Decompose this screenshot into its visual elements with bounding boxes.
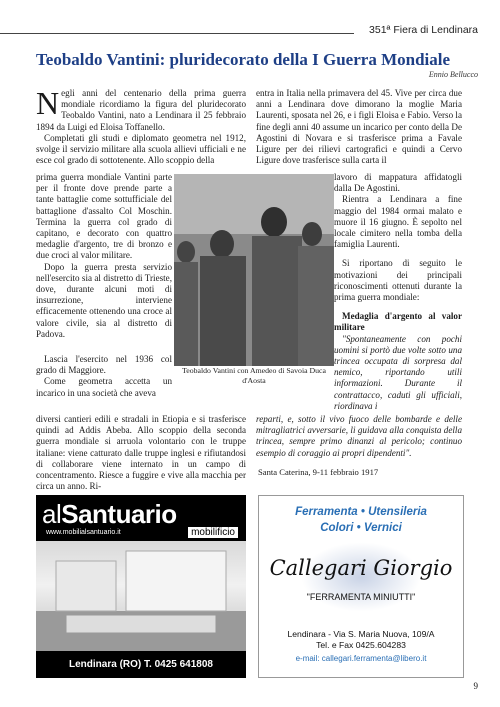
para-return: entra in Italia nella primavera del 45. Vive per circa due anni a Lendinara dove dimorano la moglie Maria Laurenti, sposata nel 26, e i figli Eloisa e Fabio. Verso la fine degli anni 40 assume un incarico per conto della De Agostini di Novara e si trasferisce prima a Favale Ligure per dei rilievi cartografici e quindi a Cervo Ligure dove trasferisce sulla carta il	[256, 88, 462, 166]
left-column-mid	[36, 172, 172, 340]
para-after-war: Dopo la guerra presta servizio nell'esercito sia al distretto di Trieste, dove, durante alcuni moti di insurrezione, interviene efficacemente ottenendo una croce al valore civile, sia al distretto di Padova.	[36, 261, 172, 339]
right-column-bottom	[256, 414, 462, 459]
callegari-services-1: Ferramenta • Utensileria	[295, 506, 427, 518]
photo-caption: Teobaldo Vantini con Amedeo di Savoia Duca d'Aosta	[182, 366, 326, 385]
page-number: 9	[473, 681, 478, 691]
para-mapping: lavoro di mappatura affidatogli dalla De Agostini.	[334, 172, 462, 194]
para-motivations: Si riportano di seguito le motivazioni dei principali riconoscimenti ottenuti durante la prima guerra mondiale:	[334, 258, 462, 303]
article-author: Ennio Bellucco	[428, 70, 478, 79]
right-column-mid	[334, 172, 462, 412]
para-death: Rientra a Lendinara a fine maggio del 1984 ormai malato e muore il 16 giugno. È sepolto nel locale cimitero nella tomba della famiglia Laurenti.	[334, 194, 462, 250]
para-geometer: Come geometra accetta un incarico in una società che aveva	[36, 376, 172, 398]
left-column-full	[36, 414, 246, 492]
santuario-logo: alSantuario	[42, 499, 177, 529]
para-major: Lascia l'esercito nel 1936 col grado di Maggiore.	[36, 354, 172, 376]
para-ethiopia: diversi cantieri edili e stradali in Etiopia e si trasferisce quindi ad Addis Abeba. Allo scoppio della seconda guerra mondiale si arruola volontario con le truppe italiane: viene catturato dalle truppe inglesi e rifiutandosi di collaborare viene internato in un campo di concentramento. Riesce a fuggire e vive alla macchia per circa un anno. Ri-	[36, 414, 246, 492]
quote-signature: Santa Caterina, 9-11 febbraio 1917	[258, 467, 379, 477]
left-column-top	[36, 85, 246, 166]
santuario-url[interactable]: www.mobilialsantuario.it	[46, 529, 121, 536]
callegari-address: Lendinara - Via S. Maria Nuova, 109/A Tel. e Fax 0425.604283	[287, 629, 435, 650]
santuario-contact: Lendinara (RO) T. 0425 641808	[69, 659, 213, 670]
right-column-top	[256, 88, 462, 166]
dropcap: N	[36, 85, 60, 121]
photo-figures	[174, 174, 334, 366]
issue-label: 351ª Fiera di Lendinara	[369, 24, 478, 36]
kitchen-image	[36, 541, 246, 651]
page-header	[0, 20, 500, 42]
callegari-services-2: Colori • Vernici	[320, 522, 402, 534]
callegari-email[interactable]: e-mail: callegari.ferramenta@libero.it	[295, 654, 427, 663]
ad-al-santuario[interactable]	[36, 495, 246, 678]
left-column-bottom	[36, 354, 172, 399]
historic-photo	[174, 174, 334, 366]
ad-callegari[interactable]	[258, 495, 464, 678]
para-war: prima guerra mondiale Vantini parte per il fronte dove prende parte a tante battaglie come sottufficiale del battaglione d'assalto Col Moschin. Termina la guerra col grado di capitano, e decorato con quattro medaglie d'argento, tre di bronzo e due croci al valor militare.	[36, 172, 172, 261]
callegari-brand: Callegari Giorgio	[269, 556, 453, 580]
header-rule	[0, 33, 354, 34]
santuario-tag: mobilificio	[188, 527, 238, 538]
para-studies: Completati gli studi e diplomato geometra nel 1912, svolge il servizio militare alla scuola allievi ufficiali e ne esce col grado di sottotenente. Allo scoppio della	[36, 132, 246, 166]
medal-quote-b: reparti, e, sotto il vivo fuoco delle bombarde e delle mitragliatrici avversarie, li guidava alla conquista della trincea, sempre primo dinanzi al pericolo; continuo esempio di coraggio ai propri dipendenti".	[256, 414, 462, 458]
callegari-subtitle: "FERRAMENTA MINIUTTI"	[306, 592, 416, 602]
medal-heading: Medaglia d'argento al valor militare	[334, 311, 462, 333]
article-title: Teobaldo Vantini: pluridecorato della I Guerra Mondiale	[36, 50, 451, 69]
medal-quote-a: "Spontaneamente con pochi uomini si portò due volte sotto una trincea occupata di sorpresa dal nemico, riportando utili informazioni. Durante il contrattacco, caduti gli ufficiali, riordinava i	[334, 333, 462, 411]
para-intro: egli anni del centenario della prima guerra mondiale ricordiamo la figura del pluridecorato Teobaldo Vantini, nato a Lendinara il 25 febbraio 1894 da Luigi ed Eloisa Toffanello.	[36, 88, 246, 132]
